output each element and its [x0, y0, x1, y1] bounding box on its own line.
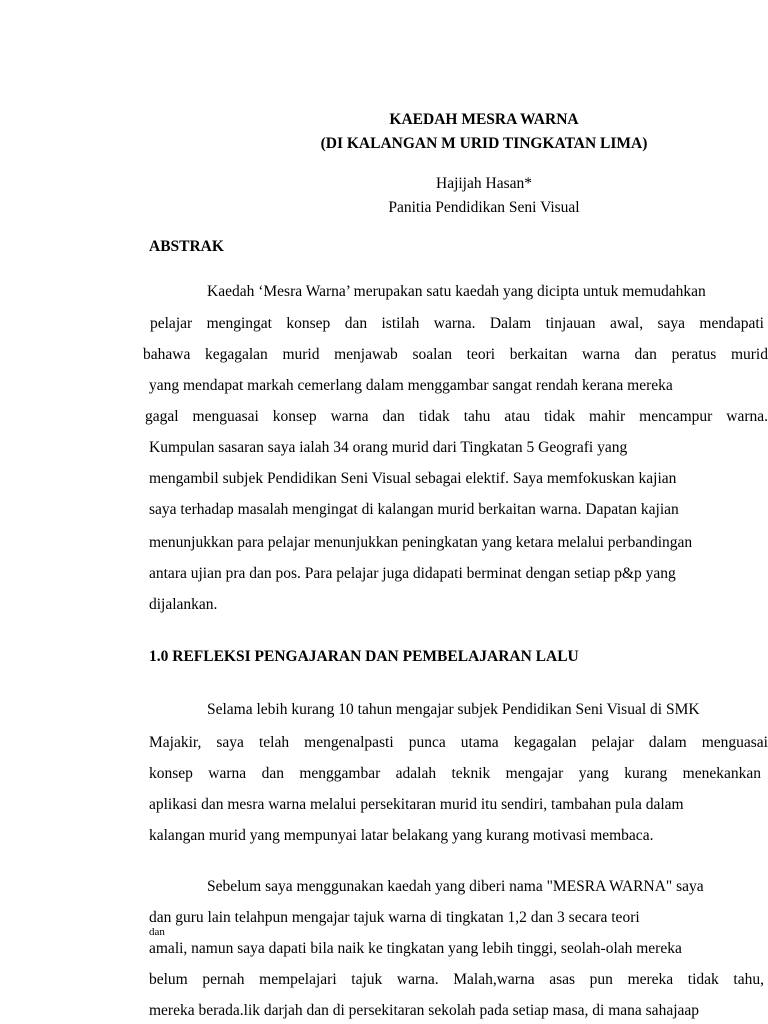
abstract-line: menunjukkan para pelajar menunjukkan peningkatan yang ketara melalui perbandingan: [149, 534, 693, 551]
title-line-2: (DI KALANGAN M URID TINGKATAN LIMA): [320, 135, 648, 152]
abstract-line: mengambil subjek Pendidikan Seni Visual sebagai elektif. Saya memfokuskan kajian: [149, 470, 677, 487]
abstract-line: yang mendapat markah cemerlang dalam menggambar sangat rendah kerana mereka: [149, 377, 673, 394]
body-line: amali, namun saya dapati bila naik ke tingkatan yang lebih tinggi, seolah-olah mereka: [149, 940, 682, 957]
author-block: [0, 172, 768, 220]
body-line: Sebelum saya menggunakan kaedah yang diberi nama "MESRA WARNA" saya: [207, 878, 704, 895]
body-line: mereka berada.lik darjah dan di persekitaran sekolah pada setiap masa, di mana sahajaap: [149, 1002, 700, 1019]
abstract-heading: ABSTRAK: [149, 238, 224, 255]
author-name: Hajijah Hasan*: [436, 175, 532, 192]
abstract-line: Kaedah ‘Mesra Warna’ merupakan satu kaedah yang dicipta untuk memudahkan: [207, 283, 706, 300]
body-line: dan guru lain telahpun mengajar tajuk warna di tingkatan 1,2 dan 3 secara teori: [149, 909, 640, 926]
body-line: Majakir, saya telah mengenalpasti punca utama kegagalan pelajar dalam menguasai: [149, 734, 768, 751]
body-line: belum pernah mempelajari tajuk warna. Malah,warna asas pun mereka tidak tahu,: [149, 971, 764, 988]
body-line: Selama lebih kurang 10 tahun mengajar subjek Pendidikan Seni Visual di SMK: [207, 701, 700, 718]
section-1-heading: 1.0 REFLEKSI PENGAJARAN DAN PEMBELAJARAN LALU: [149, 648, 579, 665]
body-line: kalangan murid yang mempunyai latar belakang yang kurang motivasi membaca.: [149, 827, 654, 844]
title-line-1: KAEDAH MESRA WARNA: [389, 111, 579, 128]
body-line-fragment: dan: [149, 926, 165, 938]
abstract-line: gagal menguasai konsep warna dan tidak tahu atau tidak mahir mencampur warna.: [145, 408, 768, 425]
author-affiliation: Panitia Pendidikan Seni Visual: [388, 199, 580, 216]
paper-title: [0, 108, 768, 156]
abstract-line: antara ujian pra dan pos. Para pelajar juga didapati berminat dengan setiap p&p yang: [149, 565, 676, 582]
body-line: aplikasi dan mesra warna melalui persekitaran murid itu sendiri, tambahan pula dalam: [149, 796, 684, 813]
abstract-line: saya terhadap masalah mengingat di kalangan murid berkaitan warna. Dapatan kajian: [149, 501, 679, 518]
abstract-line: bahawa kegagalan murid menjawab soalan teori berkaitan warna dan peratus murid: [143, 346, 768, 363]
abstract-line: dijalankan.: [149, 596, 218, 613]
abstract-line: Kumpulan sasaran saya ialah 34 orang murid dari Tingkatan 5 Geografi yang: [149, 439, 628, 456]
body-line: konsep warna dan menggambar adalah teknik mengajar yang kurang menekankan: [149, 765, 761, 782]
abstract-line: pelajar mengingat konsep dan istilah warna. Dalam tinjauan awal, saya mendapati: [150, 315, 764, 332]
